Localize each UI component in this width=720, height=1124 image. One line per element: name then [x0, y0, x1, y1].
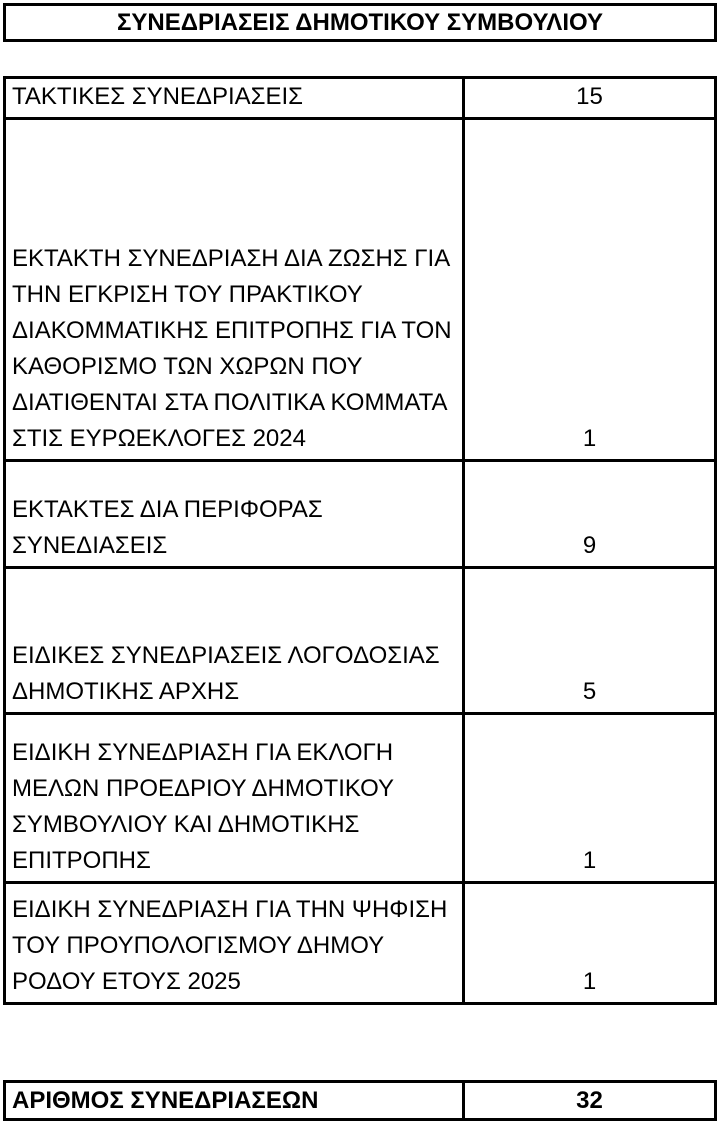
table-row: [5, 568, 716, 714]
row-label: ΕΙΔΙΚΗ ΣΥΝΕΔΡΙΑΣΗ ΓΙΑ ΕΚΛΟΓΗ ΜΕΛΩΝ ΠΡΟΕΔΡΙΟΥ ΔΗΜΟΤΙΚΟΥ ΣΥΜΒΟΥΛΙΟΥ ΚΑΙ ΔΗΜΟΤΙΚΗΣ ΕΠΙΤΡΟΠΗΣ: [5, 714, 464, 883]
total-row: [5, 1082, 716, 1120]
row-count: 1: [464, 883, 716, 1004]
row-count: 1: [464, 714, 716, 883]
table-row: [5, 119, 716, 461]
table-row: [5, 461, 716, 568]
row-count: 5: [464, 568, 716, 714]
row-label: ΕΙΔΙΚΗ ΣΥΝΕΔΡΙΑΣΗ ΓΙΑ ΤΗΝ ΨΗΦΙΣΗ ΤΟΥ ΠΡΟΥΠΟΛΟΓΙΣΜΟΥ ΔΗΜΟΥ ΡΟΔΟΥ ΕΤΟΥΣ 2025: [5, 883, 464, 1004]
total-label: ΑΡΙΘΜΟΣ ΣΥΝΕΔΡΙΑΣΕΩΝ: [5, 1082, 464, 1120]
row-count: 15: [464, 78, 716, 119]
total-table: [3, 1080, 717, 1121]
table-title: ΣΥΝΕΔΡΙΑΣΕΙΣ ΔΗΜΟΤΙΚΟΥ ΣΥΜΒΟΥΛΙΟΥ: [3, 3, 717, 42]
row-count: 9: [464, 461, 716, 568]
total-count: 32: [464, 1082, 716, 1120]
table-row: [5, 883, 716, 1004]
table-row: [5, 78, 716, 119]
row-label: ΤΑΚΤΙΚΕΣ ΣΥΝΕΔΡΙΑΣΕΙΣ: [5, 78, 464, 119]
row-label: ΕΚΤΑΚΤΗ ΣΥΝΕΔΡΙΑΣΗ ΔΙΑ ΖΩΣΗΣ ΓΙΑ ΤΗΝ ΕΓΚΡΙΣΗ ΤΟΥ ΠΡΑΚΤΙΚΟΥ ΔΙΑΚΟΜΜΑΤΙΚΗΣ ΕΠΙΤΡΟΠΗΣ ΓΙΑ ΤΟΝ ΚΑΘΟΡΙΣΜΟ ΤΩΝ ΧΩΡΩΝ ΠΟΥ ΔΙΑΤΙΘΕΝΤΑΙ ΣΤΑ ΠΟΛΙΤΙΚΑ ΚΟΜΜΑΤΑ ΣΤΙΣ ΕΥΡΩΕΚΛΟΓΕΣ 2024: [5, 119, 464, 461]
sessions-table: [3, 76, 717, 1005]
table-row: [5, 714, 716, 883]
row-count: 1: [464, 119, 716, 461]
row-label: ΕΙΔΙΚΕΣ ΣΥΝΕΔΡΙΑΣΕΙΣ ΛΟΓΟΔΟΣΙΑΣ ΔΗΜΟΤΙΚΗΣ ΑΡΧΗΣ: [5, 568, 464, 714]
row-label: ΕΚΤΑΚΤΕΣ ΔΙΑ ΠΕΡΙΦΟΡΑΣ ΣΥΝΕΔΙΑΣΕΙΣ: [5, 461, 464, 568]
